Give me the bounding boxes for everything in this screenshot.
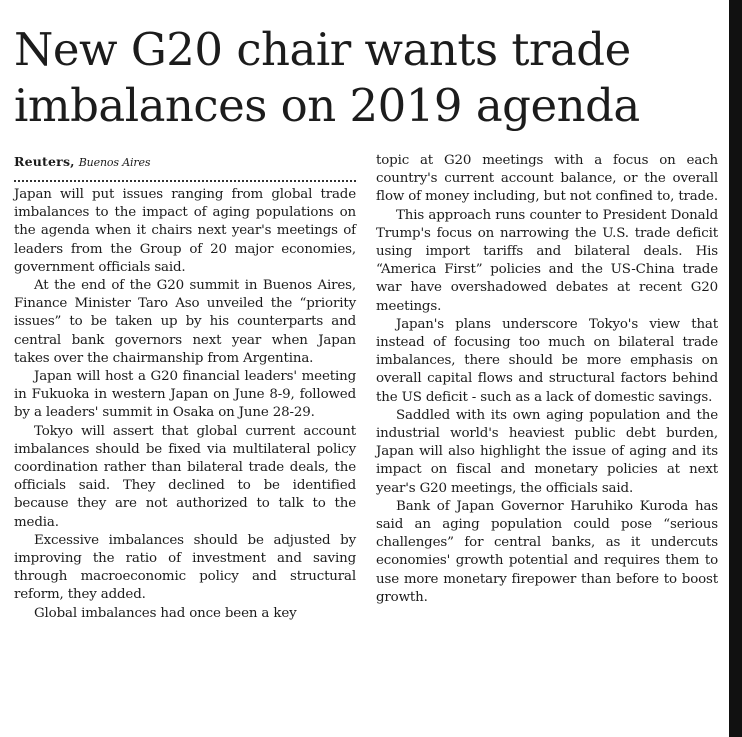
paragraph: Japan's plans underscore Tokyo's view that instead of focusing too much on bilateral trade imbalances, there should be more emphasis on overall capital flows and structural factors behind the US deficit - such as a lack of domestic savings.: [376, 316, 718, 405]
paragraph: Japan will host a G20 financial leaders' meeting in Fukuoka in western Japan on June 8-9, followed by a leaders' summit in Osaka on June 28-29.: [14, 369, 356, 421]
page-edge-bar: [729, 0, 742, 737]
byline: [14, 152, 356, 172]
agency-name: Reuters,: [14, 154, 75, 169]
paragraph: Excessive imbalances should be adjusted by improving the ratio of investment and saving through macroeconomic policy and structural reform, they added.: [14, 532, 356, 603]
headline: New G20 chair wants trade imbalances on 2019 agenda: [14, 23, 640, 132]
paragraph: Global imbalances had once been a key: [34, 605, 297, 621]
paragraph: Japan will put issues ranging from global trade imbalances to the impact of aging populations on the agenda when it chairs next year's meetings of leaders from the Group of 20 major economies, government officials said.: [14, 187, 356, 275]
column-left: [14, 152, 356, 623]
paragraph: This approach runs counter to President Donald Trump's focus on narrowing the U.S. trade deficit using import tariffs and bilateral deals. His “America First” policies and the US-China trade war have overshadowed debates at recent G20 meetings.: [376, 207, 718, 314]
article-body: [14, 152, 718, 623]
dateline: Buenos Aires: [78, 156, 151, 169]
paragraph: Bank of Japan Governor Haruhiko Kuroda has said an aging population could pose “serious challenges” for central banks, as it undercuts economies' growth potential and requires them to use more monetary firepower than before to boost growth.: [376, 498, 718, 605]
paragraph: Tokyo will assert that global current account imbalances should be fixed via multilateral policy coordination rather than bilateral trade deals, the officials said. They declined to be identified because they are not authorized to talk to the media.: [14, 423, 356, 530]
dotted-divider: [14, 180, 356, 182]
column-right: [376, 152, 718, 623]
paragraph: topic at G20 meetings with a focus on each country's current account balance, or the overall flow of money including, but not confined to, trade.: [376, 153, 718, 205]
paragraph: At the end of the G20 summit in Buenos Aires, Finance Minister Taro Aso unveiled the “priority issues” to be taken up by his counterparts and central bank governors next year when Japan takes over the chairmanship from Argentina.: [14, 278, 356, 366]
paragraph: Saddled with its own aging population and the industrial world's heaviest public debt burden, Japan will also highlight the issue of aging and its impact on fiscal and monetary policies at next year's G20 meetings, the officials said.: [376, 407, 718, 496]
